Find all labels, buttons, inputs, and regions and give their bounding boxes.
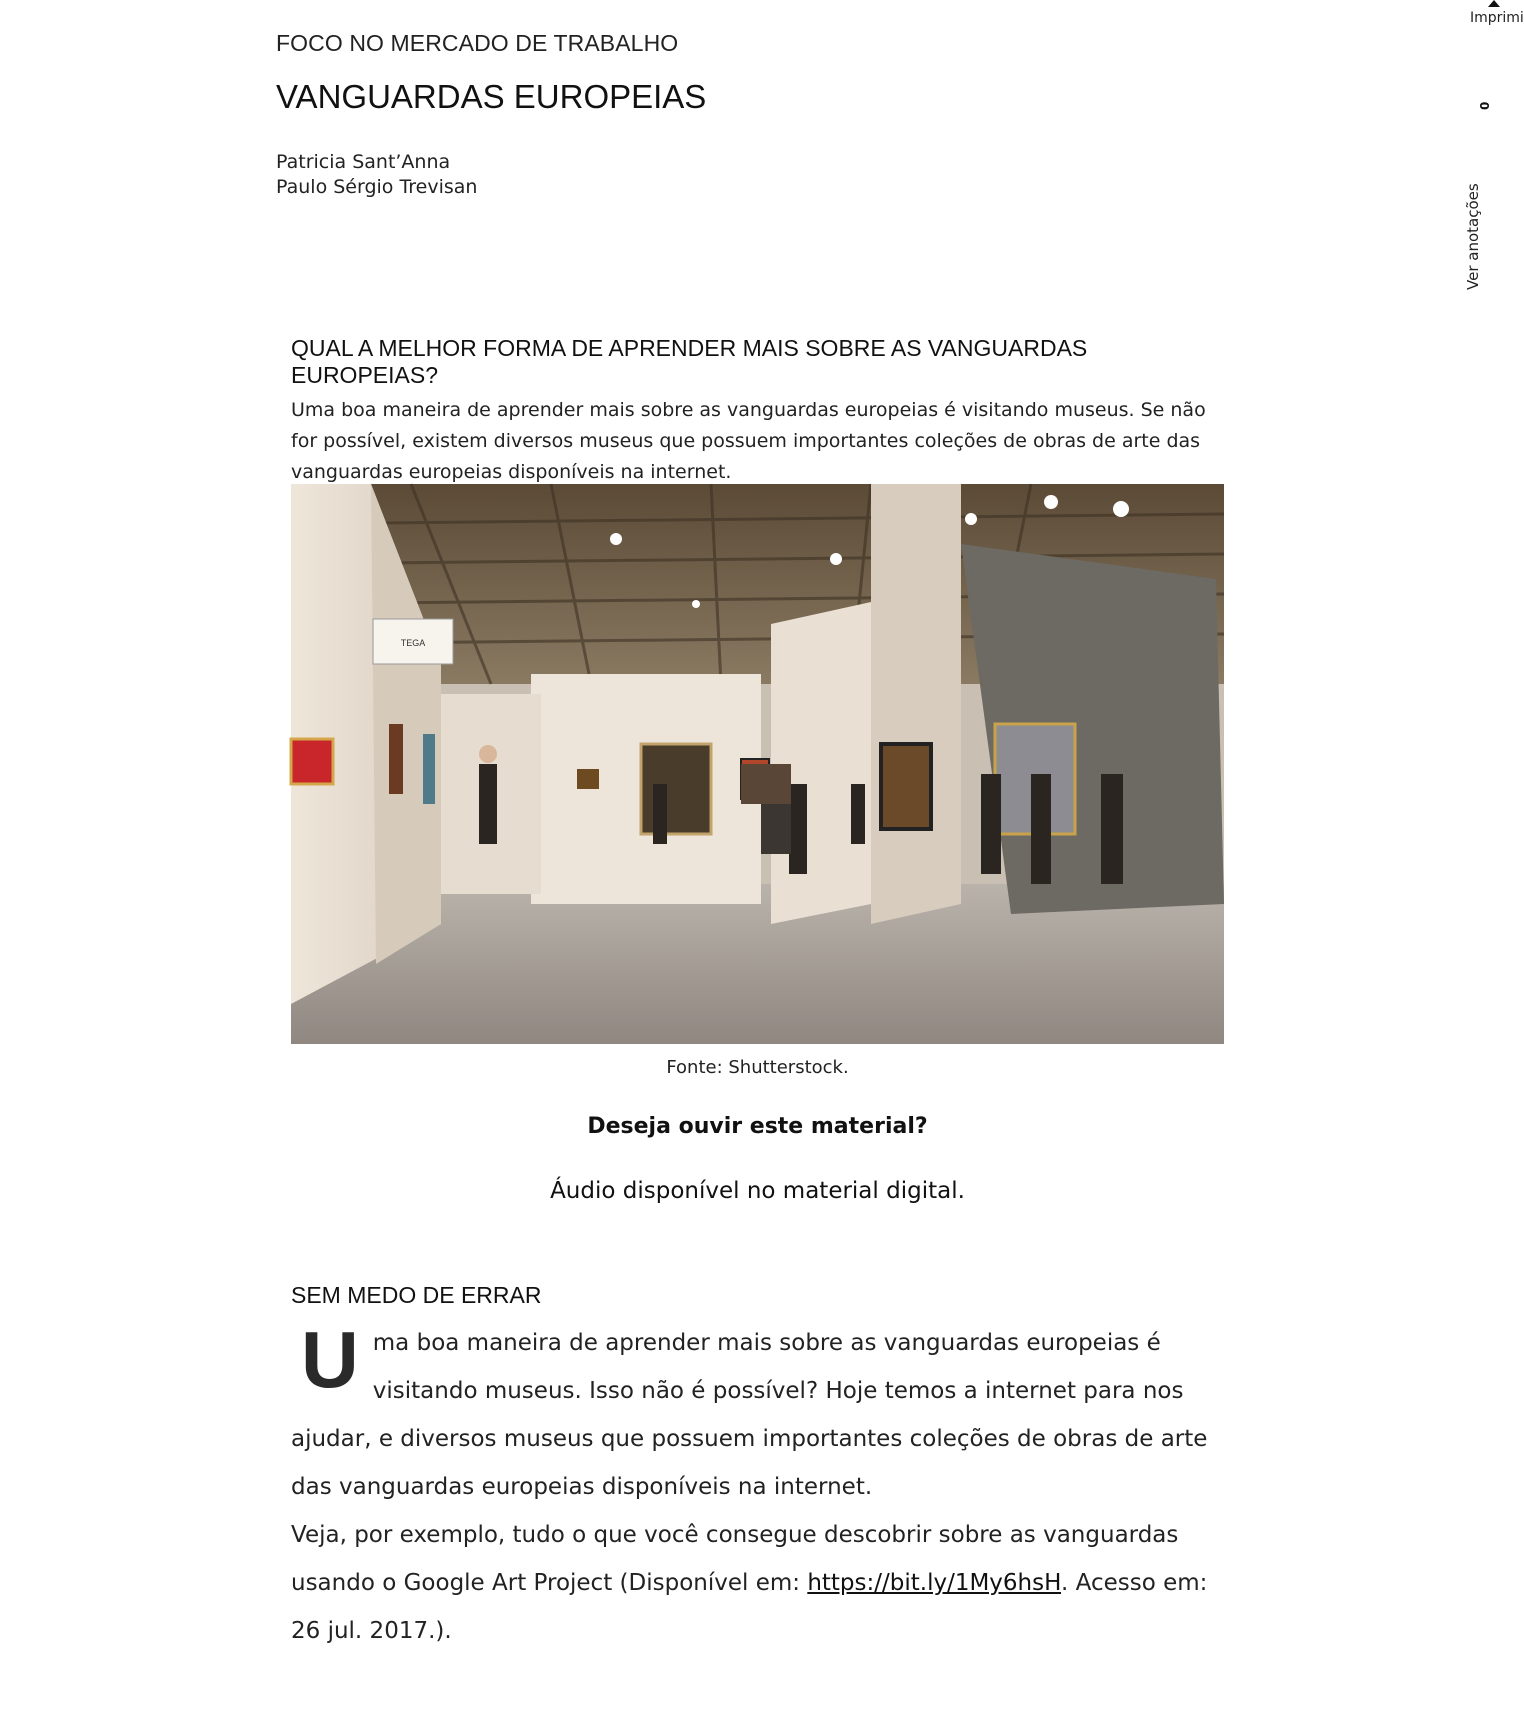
author-list xyxy=(276,150,477,200)
annotations-label: Ver anotações xyxy=(1464,183,1482,290)
view-annotations-button[interactable] xyxy=(1448,101,1508,310)
image-caption: Fonte: Shutterstock. xyxy=(666,1057,849,1078)
audio-availability-text: Áudio disponível no material digital. xyxy=(550,1178,965,1204)
print-button[interactable] xyxy=(1470,0,1524,26)
section-heading: QUAL A MELHOR FORMA DE APRENDER MAIS SOBRE AS VANGUARDAS EUROPEIAS? xyxy=(291,335,1088,388)
paragraph-text: Veja, por exemplo, tudo o que você consegue descobrir sobre as vanguardas usando o Google Art Project (Disponível em: xyxy=(291,1522,1179,1596)
print-label: Imprimi xyxy=(1470,10,1524,26)
section-learn-more xyxy=(291,335,1224,488)
audio-question: Deseja ouvir este material? xyxy=(587,1114,928,1139)
drop-cap: U xyxy=(301,1315,359,1404)
author-name: Patricia Sant’Anna xyxy=(276,151,451,173)
body-paragraph xyxy=(291,1315,1236,1655)
arrow-up-icon xyxy=(1488,0,1500,7)
gallery-sign-text: TEGA xyxy=(400,638,426,648)
annotations-count: 0 xyxy=(1478,101,1492,110)
section-text: Uma boa maneira de aprender mais sobre as vanguardas europeias é visitando museus. Se não for possível, existem diversos museus que possuem importantes coleções de obras de arte das vanguardas europeias disponíveis na internet. xyxy=(291,399,1206,483)
gallery-photo xyxy=(291,484,1224,1044)
section-no-fear xyxy=(291,1282,1236,1655)
google-art-project-link[interactable]: https://bit.ly/1My6hsH xyxy=(807,1570,1061,1596)
page-title: VANGUARDAS EUROPEIAS xyxy=(276,78,707,115)
paragraph-text: . Acesso em: 26 jul. 2017.). xyxy=(291,1570,1208,1644)
paragraph-text: ma boa maneira de aprender mais sobre as vanguardas europeias é visitando museus. Isso não é possível? Hoje temos a internet para nos ajudar, e diversos museus que possuem importantes coleções de obras de arte das vanguardas europeias disponíveis na internet. xyxy=(291,1330,1208,1500)
side-toolbar xyxy=(1448,0,1524,320)
section-heading: SEM MEDO DE ERRAR xyxy=(291,1282,542,1308)
section-kicker: FOCO NO MERCADO DE TRABALHO xyxy=(276,30,679,56)
author-name: Paulo Sérgio Trevisan xyxy=(276,176,478,198)
